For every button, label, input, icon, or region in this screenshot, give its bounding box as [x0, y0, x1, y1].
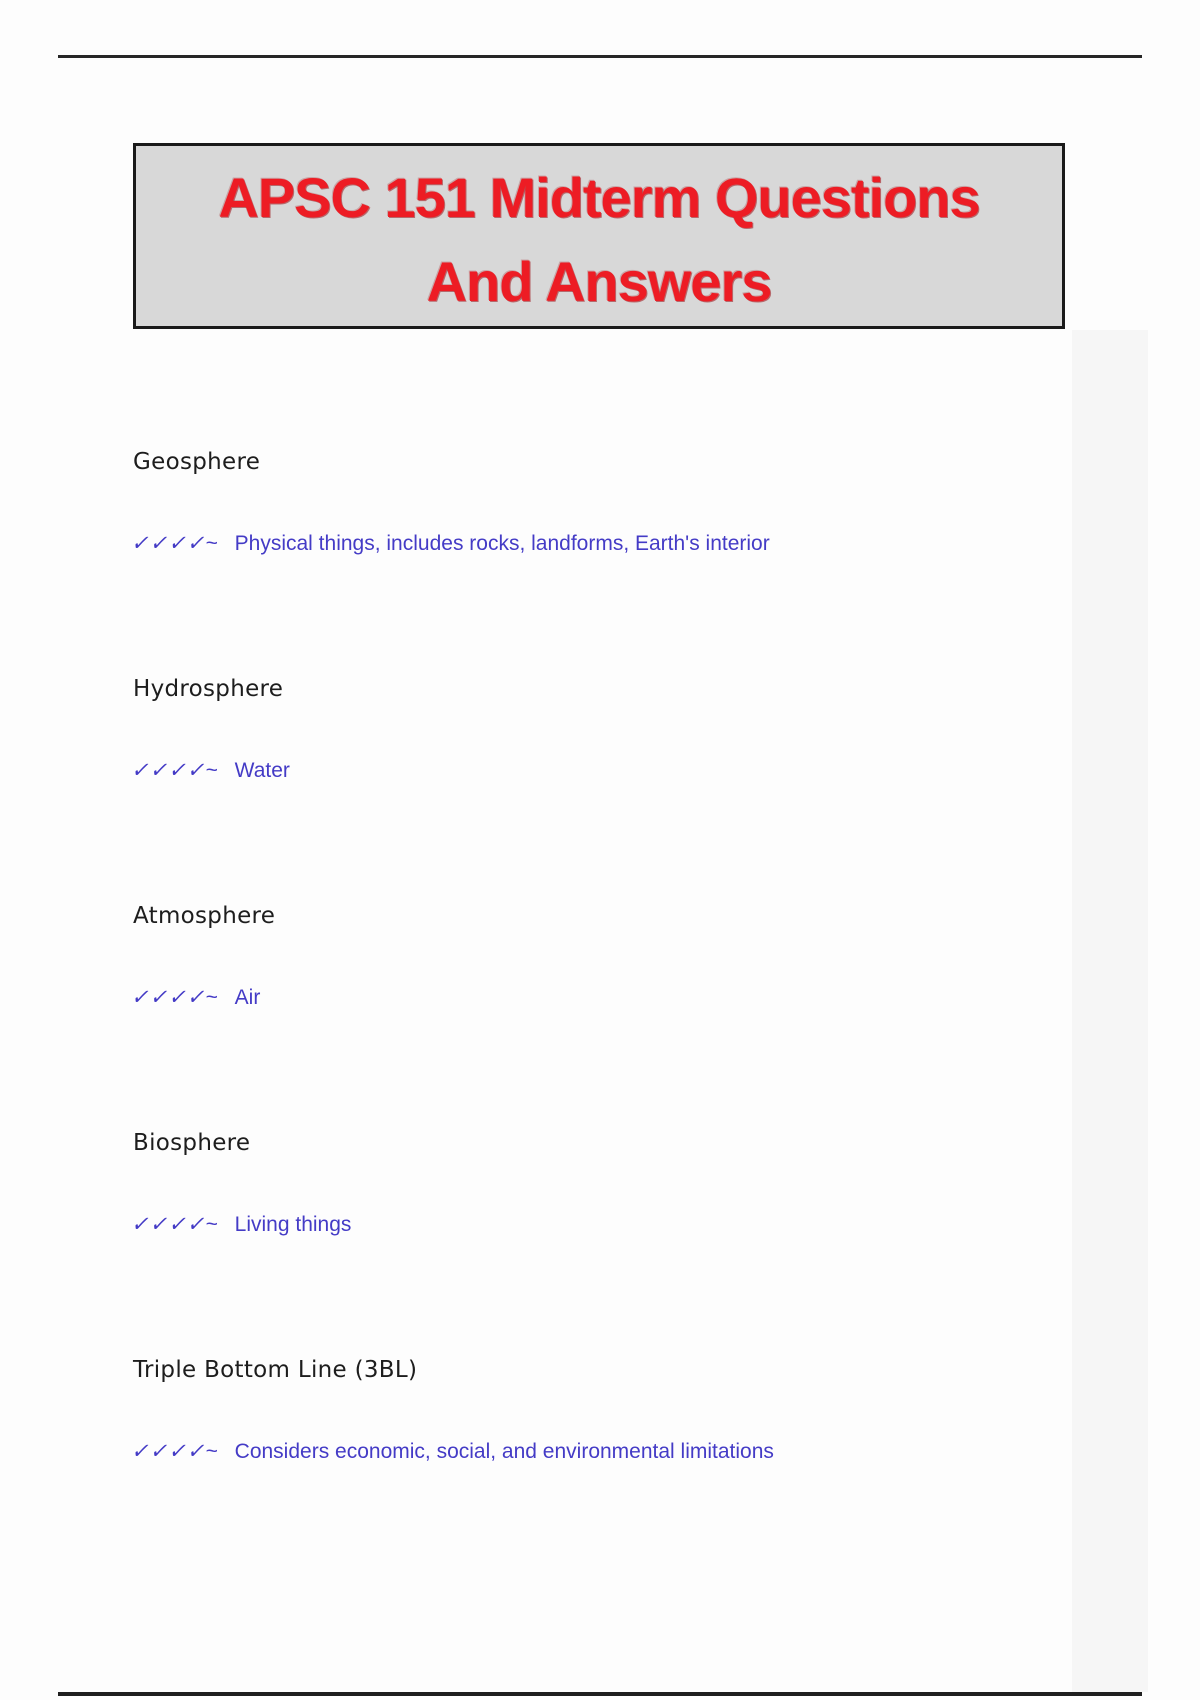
answer-text: Water — [234, 759, 290, 782]
bottom-page-rule — [58, 1692, 1142, 1696]
question-geosphere: Geosphere — [133, 449, 261, 475]
answer-text: Air — [234, 986, 261, 1009]
question-atmosphere: Atmosphere — [133, 903, 276, 929]
checkmarks-marker: ✓✓✓✓~ — [131, 986, 219, 1009]
top-page-rule — [58, 55, 1142, 58]
answer-text: Considers economic, social, and environmental limitations — [234, 1440, 774, 1463]
checkmarks-marker: ✓✓✓✓~ — [131, 1440, 219, 1463]
question-biosphere: Biosphere — [133, 1130, 251, 1156]
page-title-line1: APSC 151 Midterm Questions — [218, 166, 980, 229]
page-title-line2: And Answers — [426, 250, 772, 313]
answer-line — [131, 984, 260, 1011]
checkmarks-marker: ✓✓✓✓~ — [131, 532, 219, 555]
checkmarks-marker: ✓✓✓✓~ — [131, 1213, 219, 1236]
answer-text: Physical things, includes rocks, landforms, Earth's interior — [234, 532, 770, 555]
answer-line — [131, 530, 770, 557]
answer-line — [131, 1211, 351, 1238]
answer-line — [131, 1438, 774, 1465]
title-box — [133, 143, 1065, 329]
scan-artifact-band — [1072, 330, 1148, 1692]
question-triple-bottom-line: Triple Bottom Line (3BL) — [133, 1357, 418, 1383]
answer-text: Living things — [234, 1213, 352, 1236]
answer-line — [131, 757, 290, 784]
question-hydrosphere: Hydrosphere — [133, 676, 284, 702]
checkmarks-marker: ✓✓✓✓~ — [131, 759, 219, 782]
